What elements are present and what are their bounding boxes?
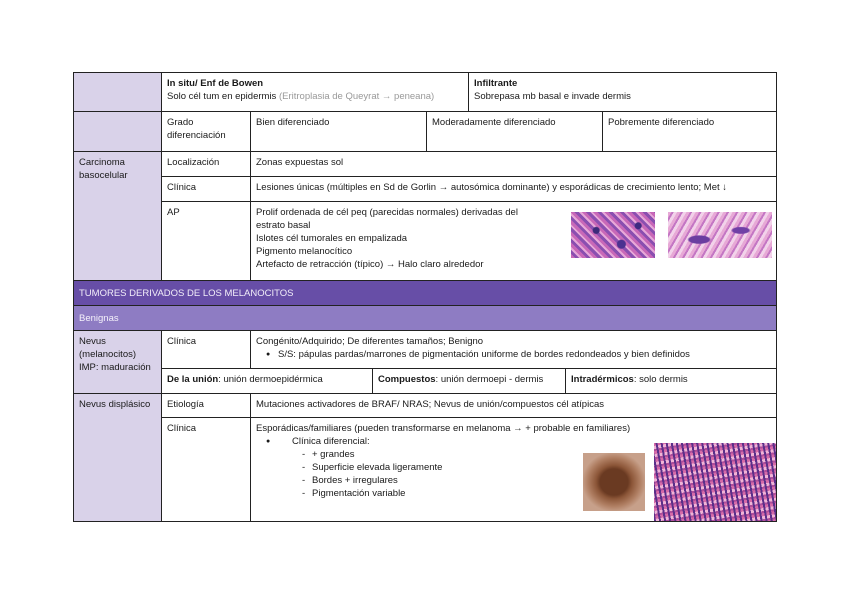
notes-table [73, 72, 777, 522]
ap-line: Prolif ordenada de cél peq (parecidas normales) derivadas del [256, 207, 518, 218]
grado-moderado: Moderadamente diferenciado [427, 112, 603, 151]
ap-line: estrato basal [256, 220, 311, 231]
nevus-label-line: (melanocitos) [79, 349, 137, 360]
clinica-label: Clínica [162, 177, 251, 201]
etiologia-row [162, 394, 776, 418]
nevus-clinica-bullet: ● S/S: pápulas pardas/marrones de pigmentación uniforme de bordes redondeados y bien definidos [256, 348, 771, 361]
displasico-block [73, 394, 777, 522]
localizacion-label: Localización [162, 152, 251, 176]
ap-line: Artefacto de retracción (típico) → Halo claro alrededor [256, 259, 484, 270]
displasico-clinica-row [162, 418, 776, 521]
insitu-note: (Eritroplasia de Queyrat → peneana) [278, 91, 435, 102]
grado-pobre: Pobremente diferenciado [608, 117, 715, 128]
localizacion-value: Zonas expuestas sol [256, 157, 344, 168]
carcinoma-label: Carcinoma basocelular [74, 152, 162, 280]
nevus-clinica-line: Congénito/Adquirido; De diferentes tamaños; Benigno [256, 336, 484, 347]
displasico-dash: - Pigmentación variable [256, 487, 771, 500]
clinica-row [162, 177, 776, 202]
nevus-compuestos [373, 369, 566, 393]
displasico-subrows [162, 394, 776, 521]
clinica-value: Lesiones únicas (múltiples en Sd de Gorlin → autosómica dominante) y esporádicas de crecimiento lento; Met ↓ [256, 182, 728, 193]
nevus-subrows [162, 331, 776, 393]
nevus-label [74, 331, 162, 393]
section-band-benignas: Benignas [73, 306, 777, 331]
label-cell-empty [74, 112, 162, 151]
nevus-block [73, 331, 777, 394]
ap-value [251, 202, 776, 280]
ap-line: Islotes cél tumorales en empalizada [256, 233, 408, 244]
ap-row [162, 202, 776, 280]
nevus-types-row [162, 369, 776, 393]
insitu-title: In situ/ Enf de Bowen [167, 78, 264, 89]
compuestos-rest: : unión dermoepi - dermis [435, 374, 544, 385]
ap-line: Pigmento melanocítico [256, 246, 353, 257]
displasico-clinica-bullet: ● Clínica diferencial: [256, 435, 771, 448]
displasico-clinica-label: Clínica [162, 418, 251, 521]
nevus-clinica-row [162, 331, 776, 369]
nevus-label-line: IMP: maduración [79, 362, 151, 373]
nevus-union [162, 369, 373, 393]
displasico-dash: - Superficie elevada ligeramente [256, 461, 771, 474]
union-bold: De la unión [167, 374, 219, 385]
etiologia-label: Etiología [162, 394, 251, 417]
grado-bien: Bien diferenciado [251, 112, 427, 151]
ap-label: AP [162, 202, 251, 280]
carcinoma-subrows [162, 152, 776, 280]
row-insitu-infiltrante [73, 72, 777, 112]
histology-image [654, 443, 776, 521]
carcinoma-block [73, 152, 777, 281]
localizacion-row [162, 152, 776, 177]
intra-bold: Intradérmicos [571, 374, 634, 385]
displasico-dash: - + grandes [256, 448, 771, 461]
grado-label: Grado diferenciación [162, 112, 251, 151]
intra-rest: : solo dermis [633, 374, 688, 385]
infiltrante-title: Infiltrante [474, 78, 518, 89]
nevus-intradermicos [566, 369, 776, 393]
section-band-tumores: TUMORES DERIVADOS DE LOS MELANOCITOS [73, 281, 777, 306]
displasico-clinica-value [251, 418, 776, 521]
row-grado [73, 112, 777, 152]
union-rest: : unión dermoepidérmica [218, 374, 323, 385]
histology-image [571, 212, 655, 258]
clinical-photo-image [583, 453, 645, 511]
etiologia-value: Mutaciones activadores de BRAF/ NRAS; Nevus de unión/compuestos cél atípicas [256, 399, 604, 410]
displasico-clinica-line: Esporádicas/familiares (pueden transformarse en melanoma → + probable en familiares) [256, 423, 631, 434]
infiltrante-cell [469, 73, 776, 111]
insitu-desc: Solo cél tum en epidermis [167, 91, 279, 102]
nevus-clinica-value [251, 331, 776, 368]
compuestos-bold: Compuestos [378, 374, 436, 385]
label-cell-empty [74, 73, 162, 111]
infiltrante-desc: Sobrepasa mb basal e invade dermis [474, 91, 631, 102]
nevus-label-line: Nevus [79, 336, 106, 347]
histology-image [668, 212, 772, 258]
displasico-label: Nevus displásico [74, 394, 162, 521]
insitu-cell [162, 73, 469, 111]
displasico-dash: - Bordes + irregulares [256, 474, 771, 487]
nevus-clinica-label: Clínica [162, 331, 251, 368]
